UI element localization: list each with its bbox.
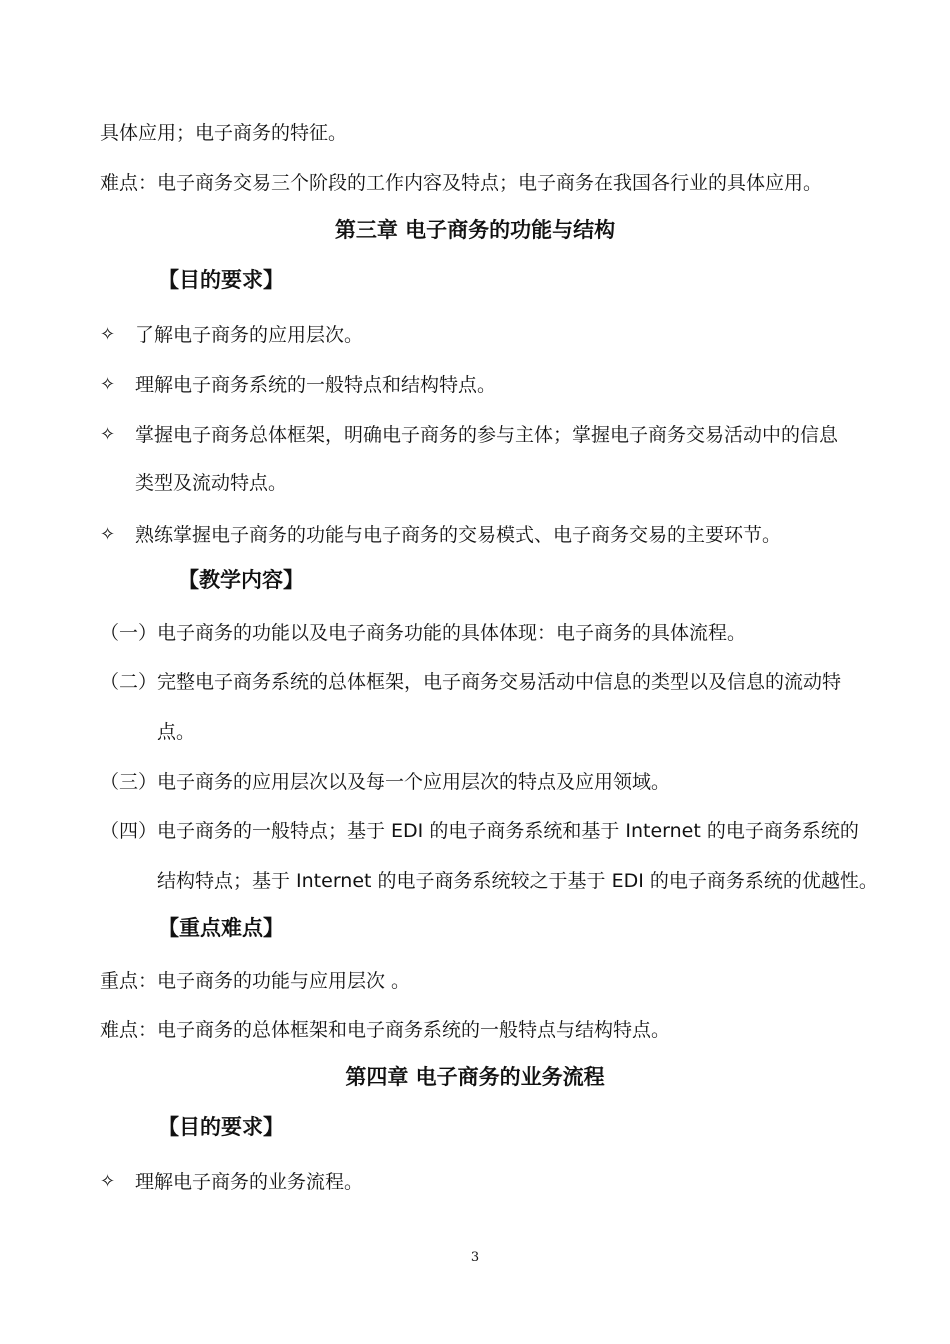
difficulty-text: 难点：电子商务交易三个阶段的工作内容及特点；电子商务在我国各行业的具体应用。 [100, 172, 823, 194]
list-item: 理解电子商务系统的一般特点和结构特点。 [135, 374, 497, 396]
list-item: 掌握电子商务总体框架，明确电子商务的参与主体；掌握电子商务交易活动中的信息 [135, 424, 839, 446]
page-number: 3 [470, 1250, 480, 1265]
list-item-continuation: 结构特点；基于 Internet 的电子商务系统较之于基于 EDI 的电子商务系统的优越性。 [157, 870, 878, 892]
section-heading-content: 【教学内容】 [178, 568, 304, 592]
bullet-icon: ✧ [100, 1171, 116, 1192]
difficulty-text: 难点：电子商务的总体框架和电子商务系统的一般特点与结构特点。 [100, 1019, 671, 1041]
list-item: 了解电子商务的应用层次。 [135, 324, 364, 346]
list-item-label: （四） [100, 820, 158, 842]
bullet-icon: ✧ [100, 374, 116, 395]
chapter-title: 第三章 电子商务的功能与结构 [334, 218, 616, 242]
bullet-icon: ✧ [100, 424, 116, 445]
section-heading-goals: 【目的要求】 [158, 268, 284, 292]
list-item: 完整电子商务系统的总体框架，电子商务交易活动中信息的类型以及信息的流动特 [157, 671, 842, 693]
list-item-label: （二） [100, 671, 158, 693]
bullet-icon: ✧ [100, 324, 116, 345]
list-item-continuation: 类型及流动特点。 [135, 472, 288, 494]
bullet-icon: ✧ [100, 524, 116, 545]
list-item: 电子商务的功能以及电子商务功能的具体体现：电子商务的具体流程。 [157, 622, 747, 644]
chapter-title: 第四章 电子商务的业务流程 [345, 1065, 605, 1089]
section-heading-goals: 【目的要求】 [158, 1115, 284, 1139]
list-item: 电子商务的应用层次以及每一个应用层次的特点及应用领域。 [157, 771, 671, 793]
section-heading-key-points: 【重点难点】 [158, 916, 284, 940]
list-item: 理解电子商务的业务流程。 [135, 1171, 364, 1193]
paragraph-continuation: 具体应用；电子商务的特征。 [100, 122, 348, 144]
list-item-label: （一） [100, 622, 158, 644]
list-item-label: （三） [100, 771, 158, 793]
key-points-text: 重点：电子商务的功能与应用层次 。 [100, 970, 411, 992]
list-item-continuation: 点。 [157, 721, 196, 743]
list-item: 熟练掌握电子商务的功能与电子商务的交易模式、电子商务交易的主要环节。 [135, 524, 782, 546]
list-item: 电子商务的一般特点；基于 EDI 的电子商务系统和基于 Internet 的电子商务系统的 [157, 820, 859, 842]
